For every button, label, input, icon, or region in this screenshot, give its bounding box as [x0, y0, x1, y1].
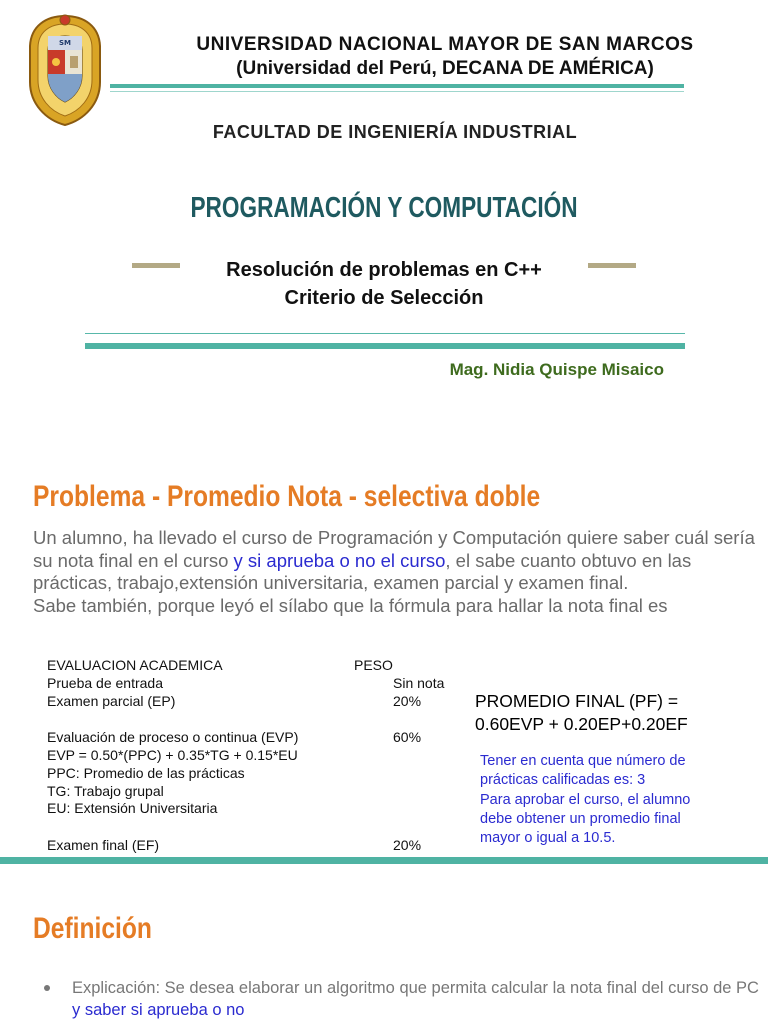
formula-line-1: PROMEDIO FINAL (PF) = — [475, 691, 679, 711]
subtitle-line-2: Criterio de Selección — [284, 287, 484, 309]
subtitle-line-1: Resolución de problemas en C++ — [226, 259, 542, 281]
slide-divider — [0, 857, 768, 864]
course-title: PROGRAMACIÓN Y COMPUTACIÓN — [190, 192, 578, 224]
problem-text-part1: Un alumno, ha llevado el curso de Programación y Computación quiere saber cuál sería su nota final en el curso — [33, 527, 755, 571]
bullet-text-part1: Explicación: Se desea elaborar un algoritmo que permita calcular la nota final del curso de PC — [72, 979, 759, 997]
eval-header: EVALUACION ACADEMICA — [47, 657, 223, 673]
divider-thin — [85, 333, 685, 334]
definition-title: Definición — [33, 912, 152, 945]
author-name: Mag. Nidia Quispe Misaico — [449, 360, 664, 379]
problem-text-highlight: y si aprueba o no el curso — [233, 549, 446, 571]
university-name: UNIVERSIDAD NACIONAL MAYOR DE SAN MARCOS — [196, 34, 694, 55]
final-grade-formula — [475, 690, 688, 736]
evp-detail: EU: Extensión Universitaria — [47, 800, 218, 816]
problem-title: Problema - Promedio Nota - selectiva doble — [33, 480, 541, 513]
evp-detail: TG: Trabajo grupal — [47, 783, 164, 799]
note-line: Para aprobar el curso, el alumno — [480, 791, 691, 808]
eval-row-weight: 60% — [393, 729, 422, 745]
bullet-text-highlight: y saber si aprueba o no — [72, 1001, 245, 1019]
passing-note — [480, 752, 690, 848]
peso-header: PESO — [354, 657, 393, 673]
eval-row-weight: 20% — [393, 837, 422, 853]
header-divider — [110, 84, 684, 88]
slide-subtitle — [150, 256, 618, 312]
note-line: mayor o igual a 10.5. — [480, 830, 616, 847]
note-line: prácticas calificadas es: 3 — [480, 772, 646, 789]
eval-row-label: Prueba de entrada — [47, 675, 163, 691]
faculty-name: FACULTAD DE INGENIERÍA INDUSTRIAL — [212, 122, 578, 142]
evp-detail: EVP = 0.50*(PPC) + 0.35*TG + 0.15*EU — [47, 747, 298, 763]
bullet-icon — [44, 985, 50, 991]
divider-thick — [85, 343, 685, 349]
problem-text-line2: Sabe también, porque leyó el sílabo que la fórmula para hallar la nota final es — [33, 594, 668, 616]
definition-bullet — [72, 977, 762, 1021]
eval-row-weight: Sin nota — [393, 675, 445, 691]
eval-row-label: Examen final (EF) — [47, 837, 160, 853]
eval-row-label: Evaluación de proceso o continua (EVP) — [47, 729, 299, 745]
note-line: Tener en cuenta que número de — [480, 753, 686, 769]
evp-detail: PPC: Promedio de las prácticas — [47, 765, 245, 781]
eval-row-weight: 20% — [393, 693, 422, 709]
problem-statement — [33, 527, 768, 617]
university-motto: (Universidad del Perú, DECANA DE AMÉRICA) — [236, 58, 654, 79]
svg-text:SM: SM — [58, 39, 72, 47]
note-line: debe obtener un promedio final — [480, 810, 681, 827]
header-divider-thin — [110, 91, 684, 92]
university-seal — [26, 12, 104, 128]
eval-row-label: Examen parcial (EP) — [47, 693, 176, 709]
problem-text-part2: , el sabe cuanto obtuvo en las prácticas, trabajo,extensión universitaria, examen parcial y examen final. — [33, 549, 692, 593]
formula-line-2: 0.60EVP + 0.20EP+0.20EF — [475, 714, 688, 734]
